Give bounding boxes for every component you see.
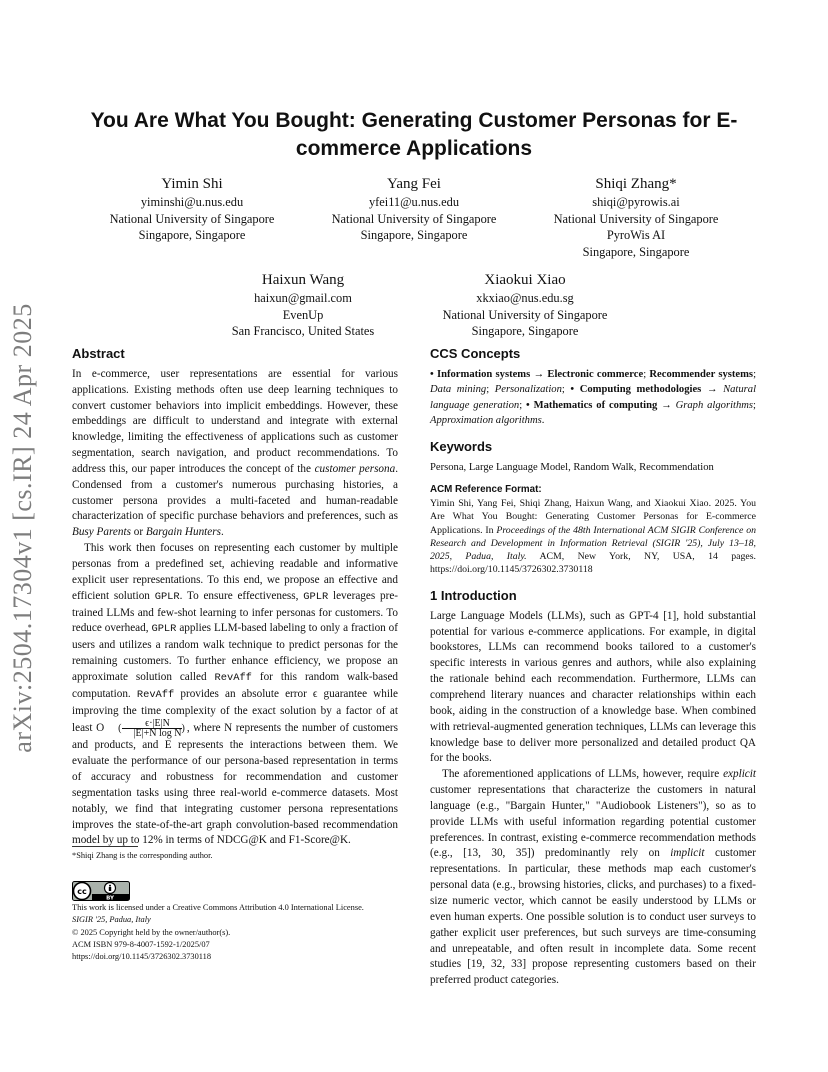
complexity-fraction: ( $\frac{\epsilon\cdot|E|N}{\text{|E|+N log N}}$ ) — [118, 718, 185, 740]
keywords-text: Persona, Large Language Model, Random Walk, Recommendation — [430, 461, 714, 473]
footnote: *Shiqi Zhang is the corresponding author. — [72, 851, 213, 860]
author-block — [420, 270, 630, 340]
abstract-paragraph: This work then focuses on representing each customer by multiple personas from a predefined set, achieving readable and informative explicit user representations. To this end, we propose an effective and efficient solution GPLR. To ensure effectiveness, GPLR leverages pre-trained LLMs and few-shot learning to infer personas for customers. To reduce overhead, GPLR applies LLM-based labeling to only a fraction of users and utilizes a random walk technique to predict personas for the remaining customers. To further enhance efficiency, we propose an approximate solution called RevAff for this random walk-based computation. RevAff provides an absolute error ϵ guarantee while improving the time complexity of the exact solution by a factor of at least O ( $\frac{\epsilon\cdot|E|N}{\text{|E|+N log N}}$ ) , where N represents the number of customers and products, and E represents the interactions between them. We evaluate the performance of our persona-based representation in terms of accuracy and robustness for recommendation and customer segmentation tasks using three real-world e-commerce datasets. Most notably, we find that integrating customer persona representations improves the state-of-the-art graph convolution-based recommendation model by up to 12% in terms of NDCG@K and F1-Score@K. — [72, 542, 399, 847]
author-name: Shiqi Zhang* — [595, 176, 677, 192]
author-location: San Francisco, United States — [231, 324, 375, 338]
acm-reference-heading: ACM Reference Format: — [430, 483, 542, 495]
author-affiliation: National University of Singapore — [331, 211, 497, 226]
author-name: Haixun Wang — [261, 272, 345, 288]
license-text: This work is licensed under a Creative Commons Attribution 4.0 International License. — [72, 903, 364, 912]
arxiv-identifier: arXiv:2504.17304v1 [cs.IR] 24 Apr 2025 — [8, 303, 37, 753]
keywords-heading: Keywords — [430, 438, 493, 454]
author-block — [198, 270, 408, 340]
author-block — [87, 174, 297, 244]
author-email: yfei11@u.nus.edu — [368, 195, 460, 209]
svg-text:cc: cc — [77, 887, 87, 896]
author-block — [309, 174, 519, 244]
author-email: shiqi@pyrowis.ai — [592, 195, 680, 209]
author-affiliation: National University of Singapore — [553, 211, 719, 226]
author-email: yiminshi@u.nus.edu — [140, 195, 244, 209]
intro-paragraph: The aforementioned applications of LLMs, however, require explicit customer representations that characterize the customers in natural language (e.g., "Bargain Hunter," "Audiobook Listeners"), so as to provide LLMs with useful information regarding potential customer preferences. In contrast, existing e-commerce recommendation methods (e.g., [13, 30, 35]) predominantly rely on implicit customer representations. In particular, these methods map each customer's personal data (e.g., browsing histories, clicks, and purchases) to a fixed-size numeric vector, which cannot be easily understood by LLMs or even human experts. One possible solution is to conduct user surveys to gather explicit user preferences, but such surveys are time-consuming and unrepeatable, and often result in incomplete data. Some recent studies [19, 32, 33] propose representing customers based on their preferred product categories. — [430, 768, 756, 987]
abstract-paragraph: In e-commerce, user representations are essential for various applications. Existing methods often use deep learning techniques to convert customer behaviors into implicit embeddings. However, these embeddings are difficult to understand and integrate with external knowledge, limiting the effectiveness of applications such as customer segmentation, search navigation, and product recommendations. To address this, our paper introduces the concept of the customer persona. Condensed from a customer's numerous purchasing histories, a customer persona provides a multi-faceted and human-readable characterization of specific purchase behaviors and preferences, such as Busy Parents or Bargain Hunters. — [72, 367, 399, 539]
license-block — [72, 902, 402, 963]
introduction-heading: 1 Introduction — [430, 587, 517, 603]
author-affiliation: EvenUp — [282, 307, 324, 322]
intro-paragraph: Large Language Models (LLMs), such as GPT-4 [1], hold substantial potential for various e-commerce applications. For example, in digital bookstores, LLMs can recommend books tailored to a customer's specific interests in various genres and authors, while also explaining the rationale behind each recommendation. Furthermore, LLMs can comprehend literary nuances and character relationships within each book, aiding in the construction of a knowledge base. When combined with retrieval-augmented generation techniques, LLMs can leverage this knowledge base to deliver more personalized and detailed product QA for the books. — [430, 609, 756, 765]
author-affiliation: PyroWis AI — [606, 228, 666, 242]
acm-reference-text: Yimin Shi, Yang Fei, Shiqi Zhang, Haixun Wang, and Xiaokui Xiao. 2025. You Are What You Bought: Generating Customer Personas for E-commerce Applications. In Proceedings of the 48th International ACM SIGIR Conference on Research and Development in Information Retrieval (SIGIR '25), July 13–18, 2025, Padua, Italy. ACM, New York, NY, USA, 14 pages. https://doi.org/10.1145/3726302.3730118 — [430, 498, 757, 575]
cc-by-license-icon — [72, 881, 130, 901]
isbn-line: ACM ISBN 979-8-4007-1592-1/2025/07 — [72, 939, 210, 949]
author-affiliation: National University of Singapore — [109, 211, 275, 226]
doi-link[interactable]: https://doi.org/10.1145/3726302.3730118 — [72, 952, 212, 962]
author-name: Xiaokui Xiao — [484, 272, 566, 288]
abstract-section — [72, 346, 398, 849]
author-email: haixun@gmail.com — [254, 291, 352, 305]
author-location: Singapore, Singapore — [582, 244, 690, 259]
footnote-rule — [72, 846, 138, 847]
abstract-heading: Abstract — [72, 346, 125, 361]
author-name: Yang Fei — [387, 176, 441, 192]
paper-title: You Are What You Bought: Generating Customer Personas for E-commerce Applications — [90, 109, 738, 160]
ccs-heading: CCS Concepts — [430, 346, 521, 361]
author-location: Singapore, Singapore — [138, 228, 246, 242]
copyright-line: © 2025 Copyright held by the owner/author(s). — [72, 927, 231, 937]
author-email: xkxiao@nus.edu.sg — [476, 291, 574, 305]
author-location: Singapore, Singapore — [360, 228, 468, 242]
author-name: Yimin Shi — [161, 176, 223, 192]
conference-venue: SIGIR '25, Padua, Italy — [72, 915, 151, 925]
author-block — [531, 174, 741, 260]
author-affiliation: National University of Singapore — [442, 307, 608, 322]
svg-text:BY: BY — [106, 895, 114, 901]
author-location: Singapore, Singapore — [471, 324, 579, 338]
acm-reference — [430, 482, 756, 576]
ccs-concepts: • Information systems → Electronic commerce; Recommender systems; Data mining; Personalization; • Computing methodologies → Natural language generation; • Mathematics of computing → Graph algorithms; Approximation algorithms. — [430, 368, 757, 427]
right-column — [430, 346, 756, 989]
